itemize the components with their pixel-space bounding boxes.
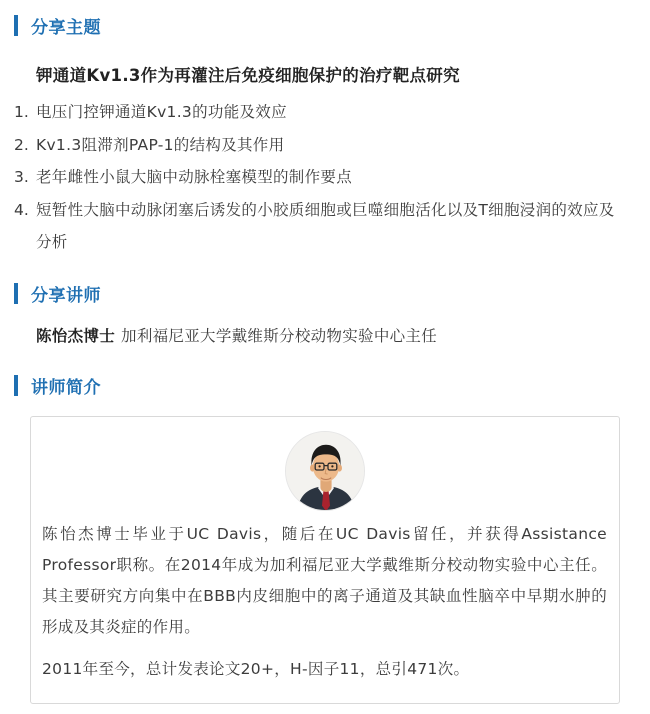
list-item-number: 4. [14, 200, 29, 219]
topic-header-label: 分享主题 [31, 17, 101, 38]
list-item [14, 96, 626, 129]
list-item-text: 短暂性大脑中动脉闭塞后诱发的小胶质细胞或巨噬细胞活化以及T细胞浸润的效应及分析 [36, 200, 615, 251]
topic-list [14, 96, 636, 259]
list-item [14, 194, 626, 259]
accent-bar-icon [14, 375, 18, 396]
list-item [14, 129, 626, 162]
list-item-number: 3. [14, 168, 29, 186]
list-item-text: Kv1.3阻滞剂PAP-1的结构及其作用 [36, 135, 285, 154]
speaker-section [14, 282, 636, 349]
list-item-text: 电压门控钾通道Kv1.3的功能及效应 [36, 103, 287, 121]
speaker-line [36, 323, 636, 349]
speaker-header-label: 分享讲师 [31, 286, 101, 306]
bio-paragraph: 陈怡杰博士毕业于UC Davis，随后在UC Davis留任，并获得Assistance Professor职称。在2014年成为加利福尼亚大学戴维斯分校动物实验中心主任。其主要研究方向集中在BBB内皮细胞中的离子通道及其缺血性脑卒中早期水肿的形成及其炎症的作用。 [42, 524, 607, 636]
topic-title: 钾通道Kv1.3作为再灌注后免疫细胞保护的治疗靶点研究 [36, 66, 460, 85]
list-item [14, 161, 626, 194]
bio-stats-paragraph: 2011年至今，总计发表论文20+，H-因子11，总引471次。 [42, 659, 470, 678]
speaker-section-header [14, 282, 636, 306]
bio-section [14, 374, 636, 704]
bio-header-label: 讲师简介 [31, 378, 101, 398]
portrait-icon [286, 432, 365, 511]
list-item-number: 1. [14, 103, 29, 121]
accent-bar-icon [14, 15, 18, 36]
topic-section [14, 13, 636, 259]
topic-section-header [14, 13, 636, 37]
speaker-name: 陈怡杰博士 [36, 326, 116, 345]
accent-bar-icon [14, 283, 18, 304]
avatar-wrap [42, 431, 607, 511]
list-item-number: 2. [14, 135, 29, 154]
bio-section-header [14, 374, 636, 398]
bio-card [30, 416, 620, 704]
speaker-photo [285, 431, 365, 511]
speaker-affiliation: 加利福尼亚大学戴维斯分校动物实验中心主任 [121, 326, 438, 345]
list-item-text: 老年雌性小鼠大脑中动脉栓塞模型的制作要点 [36, 168, 353, 186]
